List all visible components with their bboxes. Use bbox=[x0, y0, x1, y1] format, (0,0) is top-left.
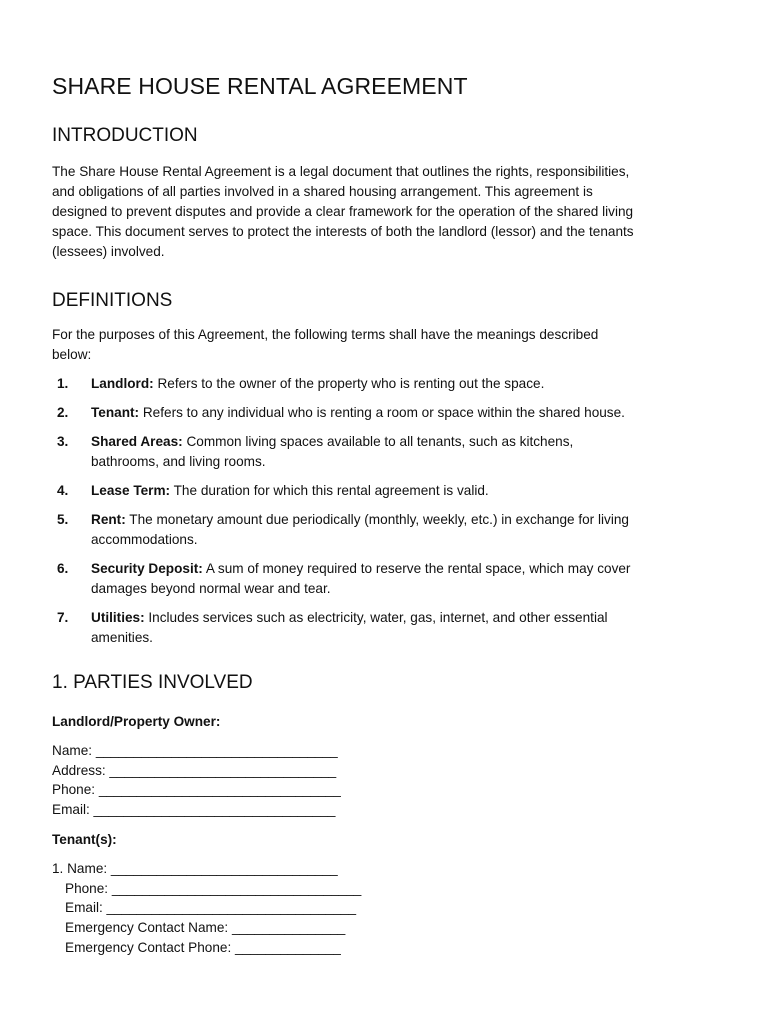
tenant-email-field[interactable]: Email: _________________________________ bbox=[65, 900, 357, 916]
definition-number: 4. bbox=[57, 483, 69, 498]
intro-line: designed to prevent disputes and provide a clear framework for the operation of the shared living bbox=[52, 204, 634, 219]
landlord-address-field[interactable]: Address: ______________________________ bbox=[52, 762, 337, 778]
tenant-name-field[interactable]: 1. Name: ______________________________ bbox=[52, 860, 338, 876]
definition-text: amenities. bbox=[91, 630, 153, 645]
intro-line: space. This document serves to protect the interests of both the landlord (lessor) and the tenants bbox=[52, 224, 634, 239]
intro-line: (lessees) involved. bbox=[52, 244, 165, 259]
landlord-label: Landlord/Property Owner: bbox=[52, 714, 221, 729]
definition-text: A sum of money required to reserve the rental space, which may cover bbox=[202, 561, 631, 576]
landlord-fields bbox=[52, 741, 720, 820]
introduction-paragraph bbox=[52, 162, 720, 262]
landlord-email-field[interactable]: Email: ________________________________ bbox=[52, 802, 336, 818]
definition-number: 6. bbox=[57, 561, 69, 576]
introduction-heading: INTRODUCTION bbox=[52, 125, 198, 146]
definition-number: 3. bbox=[57, 434, 69, 449]
definition-text: The monetary amount due periodically (monthly, weekly, etc.) in exchange for living bbox=[125, 512, 629, 527]
definition-text: Refers to the owner of the property who is renting out the space. bbox=[153, 376, 545, 391]
definition-number: 7. bbox=[57, 610, 69, 625]
definition-term: Rent: bbox=[91, 512, 126, 527]
definition-item bbox=[52, 481, 720, 501]
definitions-intro-line: below: bbox=[52, 347, 92, 362]
definition-term: Shared Areas: bbox=[91, 434, 183, 449]
landlord-name-field[interactable]: Name: ________________________________ bbox=[52, 743, 338, 758]
definition-item bbox=[52, 608, 720, 648]
definition-item bbox=[52, 432, 720, 472]
definition-item bbox=[52, 559, 720, 599]
tenant-emergency-phone-field[interactable]: Emergency Contact Phone: ______________ bbox=[65, 939, 341, 955]
definition-term: Utilities: bbox=[91, 610, 145, 625]
definition-item bbox=[52, 374, 720, 394]
definition-term: Tenant: bbox=[91, 405, 140, 420]
definition-text: Includes services such as electricity, water, gas, internet, and other essential bbox=[144, 610, 608, 625]
document-content bbox=[52, 68, 720, 957]
tenants-label: Tenant(s): bbox=[52, 831, 117, 847]
definition-number: 1. bbox=[57, 376, 69, 391]
definition-term: Security Deposit: bbox=[91, 561, 203, 576]
definition-item bbox=[52, 510, 720, 550]
intro-line: and obligations of all parties involved in a shared housing arrangement. This agreement is bbox=[52, 184, 593, 199]
definition-number: 5. bbox=[57, 512, 69, 527]
definition-text: The duration for which this rental agreement is valid. bbox=[170, 483, 489, 498]
definitions-heading: DEFINITIONS bbox=[52, 290, 173, 311]
definition-text: damages beyond normal wear and tear. bbox=[91, 581, 331, 596]
definition-text: Common living spaces available to all tenants, such as kitchens, bbox=[182, 434, 574, 449]
definitions-intro bbox=[52, 325, 720, 365]
landlord-phone-field[interactable]: Phone: ________________________________ bbox=[52, 782, 341, 798]
definition-number: 2. bbox=[57, 405, 69, 420]
definitions-list bbox=[52, 374, 720, 648]
definition-text: Refers to any individual who is renting a room or space within the shared house. bbox=[139, 405, 625, 420]
definition-item bbox=[52, 403, 720, 423]
document-title: SHARE HOUSE RENTAL AGREEMENT bbox=[52, 73, 468, 99]
tenant-fields bbox=[52, 859, 720, 958]
definition-text: bathrooms, and living rooms. bbox=[91, 454, 266, 469]
definition-text: accommodations. bbox=[91, 532, 198, 547]
tenant-phone-field[interactable]: Phone: _________________________________ bbox=[65, 880, 362, 896]
definition-term: Landlord: bbox=[91, 376, 154, 391]
definitions-intro-line: For the purposes of this Agreement, the following terms shall have the meanings described bbox=[52, 327, 599, 342]
definition-term: Lease Term: bbox=[91, 483, 171, 498]
tenant-emergency-name-field[interactable]: Emergency Contact Name: _______________ bbox=[65, 919, 346, 935]
parties-heading: 1. PARTIES INVOLVED bbox=[52, 672, 253, 693]
intro-line: The Share House Rental Agreement is a legal document that outlines the rights, responsibilities, bbox=[52, 164, 630, 179]
